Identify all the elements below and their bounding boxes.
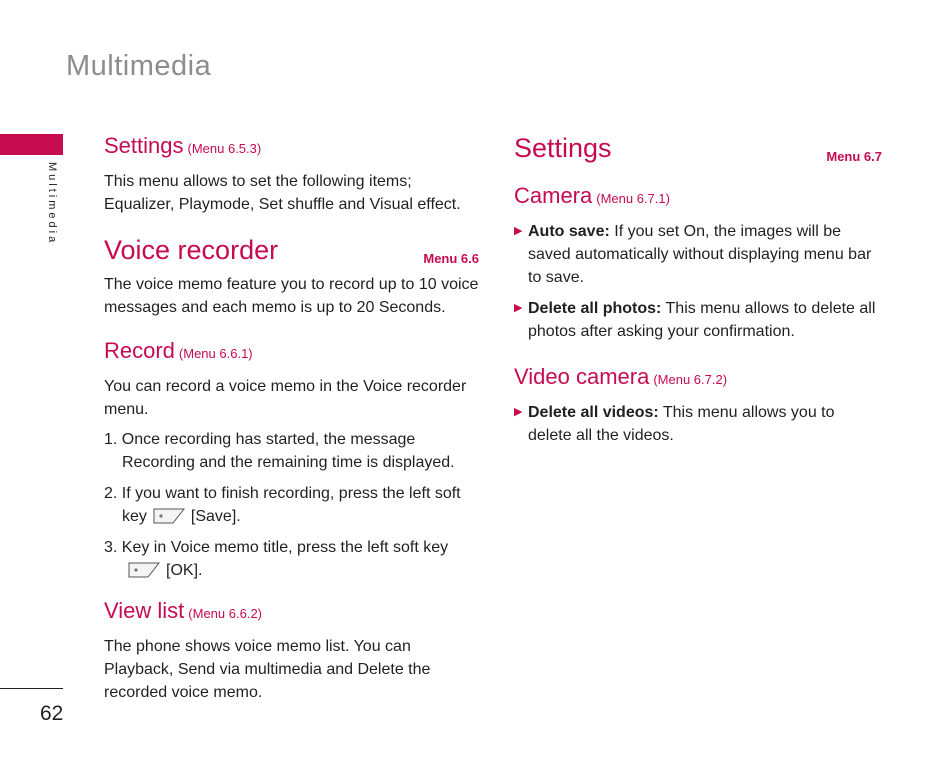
record-title: Record (104, 338, 175, 363)
auto-save-label: Auto save: (528, 223, 610, 240)
delete-photos-text: This menu allows to delete all photos after asking your confirmation. (528, 300, 876, 340)
page-header-title: Multimedia (66, 50, 212, 82)
right-column (514, 132, 882, 455)
footer-rule (0, 688, 63, 689)
record-step-2-text: 2. If you want to finish recording, press the left soft key (104, 485, 461, 525)
camera-title: Camera (514, 183, 593, 208)
settings-menu-ref: (Menu 6.5.3) (187, 141, 262, 156)
camera-settings-title: Settings (514, 133, 612, 163)
triangle-right-icon: ▶ (514, 406, 523, 418)
voice-recorder-body: The voice memo feature you to record up to 10 voice messages and each memo is up to 20 Seconds. (104, 276, 479, 316)
video-camera-title: Video camera (514, 364, 650, 389)
record-steps (104, 428, 479, 582)
view-list-title: View list (104, 598, 185, 623)
record-body: You can record a voice memo in the Voice recorder menu. (104, 378, 467, 418)
camera-settings-menu-ref: Menu 6.7 (826, 149, 882, 164)
triangle-right-icon: ▶ (514, 225, 523, 237)
view-list-body: The phone shows voice memo list. You can Playback, Send via multimedia and Delete the recorded voice memo. (104, 638, 431, 701)
record-menu-ref: (Menu 6.6.1) (178, 346, 253, 361)
auto-save-item (514, 220, 882, 289)
video-camera-heading (514, 363, 882, 394)
side-section-label: Multimedia (46, 162, 58, 246)
camera-settings-heading (514, 132, 882, 164)
auto-save-text: If you set On, the images will be saved automatically without displaying menu bar to save. (528, 223, 872, 286)
voice-recorder-title: Voice recorder (104, 235, 279, 265)
delete-photos-label: Delete all photos: (528, 300, 662, 317)
record-step-1: 1. Once recording has started, the message Recording and the remaining time is displayed. (104, 431, 455, 471)
video-camera-menu-ref: (Menu 6.7.2) (653, 372, 728, 387)
camera-menu-ref: (Menu 6.7.1) (596, 191, 670, 206)
settings-body: This menu allows to set the following items; Equalizer, Playmode, Set shuffle and Visual effect. (104, 173, 461, 213)
settings-title: Settings (104, 133, 184, 158)
record-heading (104, 337, 479, 368)
record-step-3-key: [OK]. (166, 562, 203, 579)
section-tab-marker (0, 134, 63, 155)
delete-videos-label: Delete all videos: (528, 404, 659, 421)
view-list-menu-ref: (Menu 6.6.2) (188, 606, 262, 621)
left-soft-key-icon (153, 507, 185, 524)
view-list-heading (104, 597, 479, 628)
settings-heading (104, 132, 479, 163)
delete-videos-item (514, 401, 882, 447)
record-step-3 (104, 536, 479, 582)
voice-recorder-heading (104, 234, 479, 266)
triangle-right-icon: ▶ (514, 302, 523, 314)
left-soft-key-icon (128, 561, 160, 578)
delete-videos-text: This menu allows you to delete all the videos. (528, 404, 835, 444)
delete-photos-item (514, 297, 882, 343)
record-step-2-key: [Save]. (190, 508, 241, 525)
record-step-3-text: 3. Key in Voice memo title, press the left soft key (104, 539, 449, 556)
left-column (104, 132, 479, 704)
page-number: 62 (40, 702, 64, 725)
voice-recorder-menu-ref: Menu 6.6 (423, 251, 479, 266)
record-step-2 (104, 482, 479, 528)
camera-heading (514, 182, 882, 213)
